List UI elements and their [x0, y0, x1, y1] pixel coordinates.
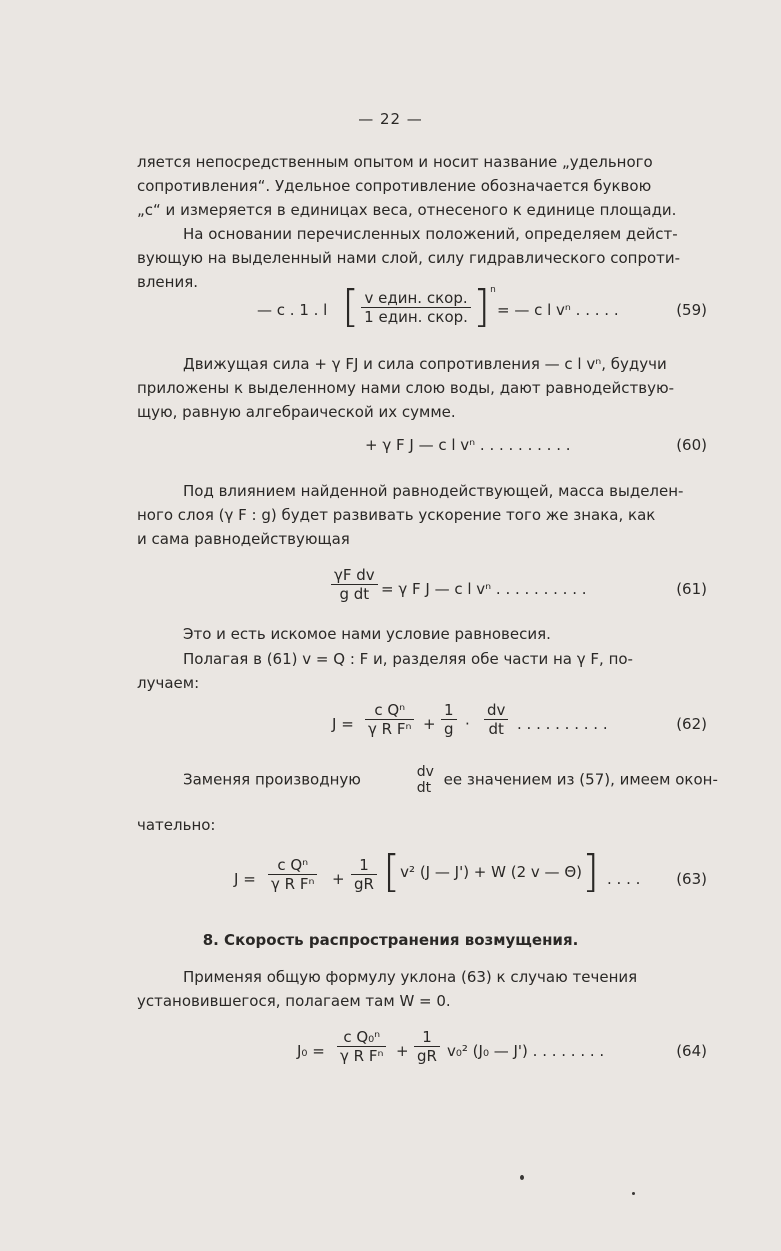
text-line: вующую на выделенный нами слой, силу гидравлического сопроти-: [137, 249, 681, 267]
eq63-denominator-2: gR: [354, 875, 374, 893]
eq59-rhs: = — c l vⁿ . . . . .: [497, 301, 619, 319]
text-line: и сама равнодействующая: [137, 530, 350, 548]
eq61-numerator: γF dv: [331, 566, 378, 585]
eq63-lhs: J =: [234, 870, 256, 888]
print-speck: [520, 1175, 524, 1180]
eq59-numerator: v един. скор.: [361, 289, 471, 308]
eq61-denominator: g dt: [339, 585, 370, 603]
eq62-plus: +: [423, 715, 436, 733]
equation-64: [137, 1020, 707, 1080]
right-bracket: ]: [472, 281, 491, 332]
para7-before: Заменяя производную: [183, 770, 361, 789]
left-bracket: [: [383, 846, 401, 897]
eq62-label: (62): [676, 715, 707, 733]
eq64-denominator-2: gR: [417, 1047, 437, 1065]
eq64-numerator-1: c Q₀ⁿ: [337, 1028, 386, 1047]
text-line: ляется непосредственным опытом и носит название „удельного: [137, 153, 653, 171]
equation-63: [137, 848, 707, 908]
para7-fraction: [368, 764, 437, 796]
eq63-dots: . . . .: [607, 870, 641, 888]
text-line: вления.: [137, 273, 199, 291]
paragraph-1: [137, 150, 707, 222]
paragraph-7: [137, 764, 718, 814]
eq60-label: (60): [676, 436, 707, 454]
text-line: Движущая сила + γ FJ и сила сопротивления — c l vⁿ, будучи: [183, 355, 667, 373]
eq64-plus: +: [396, 1042, 409, 1060]
eq59-power: n: [490, 284, 496, 295]
page-number: — 22 —: [358, 110, 423, 128]
eq63-bracket-content: v² (J — J') + W (2 v — Θ): [400, 863, 582, 881]
eq62-fraction-1: [365, 701, 414, 738]
eq63-bracket-group: [383, 846, 600, 897]
text-line: Под влиянием найденной равнодействующей, масса выделен-: [183, 482, 684, 500]
para7-denominator: dt: [416, 780, 432, 796]
eq62-denominator-2: g: [444, 720, 454, 738]
text-line: сопротивления“. Удельное сопротивление обозначается буквою: [137, 177, 652, 195]
eq61-fraction: [331, 566, 378, 603]
eq64-lhs: J₀ =: [297, 1042, 325, 1060]
eq62-denominator-3: dt: [488, 720, 504, 738]
eq63-fraction-2: [351, 856, 377, 893]
paragraph-3: [137, 352, 707, 424]
paragraph-6: [137, 647, 707, 695]
eq62-fraction-3: [484, 701, 508, 738]
eq63-label: (63): [676, 870, 707, 888]
eq61-label: (61): [676, 580, 707, 598]
paragraph-2: [137, 222, 707, 294]
text-line: ного слоя (γ F : g) будет развивать ускорение того же знака, как: [137, 506, 656, 524]
para7-after: ее значением из (57), имеем окон-: [443, 770, 718, 789]
text-line: Это и есть искомое нами условие равновесия.: [183, 625, 551, 643]
eq64-fraction-1: [337, 1028, 386, 1065]
paragraph-5: [137, 622, 707, 646]
eq62-denominator-1: γ R Fⁿ: [368, 720, 412, 738]
equation-61: [137, 562, 707, 622]
paragraph-7-end: [137, 813, 707, 837]
text-line: На основании перечисленных положений, определяем дейст-: [183, 225, 678, 243]
text-line: лучаем:: [137, 674, 200, 692]
paragraph-8: [137, 965, 707, 1013]
eq59-fraction: [361, 289, 471, 326]
section-heading: 8. Скорость распространения возмущения.: [202, 931, 579, 949]
text-line: „с“ и измеряется в единицах веса, отнесеного к единице площади.: [137, 201, 677, 219]
eq62-fraction-2: [441, 701, 457, 738]
eq64-label: (64): [676, 1042, 707, 1060]
paragraph-4: [137, 479, 707, 551]
eq59-denominator: 1 един. скор.: [364, 307, 468, 326]
eq59-lhs: — c . 1 . l: [257, 301, 328, 319]
eq60-expression: + γ F J — c l vⁿ . . . . . . . . . .: [365, 436, 571, 454]
para7-numerator: dv: [416, 764, 434, 780]
text-line: Полагая в (61) v = Q : F и, разделяя обе части на γ F, по-: [183, 650, 633, 668]
text-line: Применяя общую формулу уклона (63) к случаю течения: [183, 968, 638, 986]
eq64-rest: v₀² (J₀ — J') . . . . . . . .: [447, 1042, 605, 1060]
text-line: [137, 764, 718, 796]
eq59-label: (59): [676, 301, 707, 319]
text-line: приложены к выделенному нами слою воды, дают равнодействую-: [137, 379, 675, 397]
equation-60: [137, 420, 707, 460]
text-line: установившегося, полагаем там W = 0.: [137, 992, 451, 1010]
eq63-fraction-1: [268, 856, 317, 893]
eq63-denominator-1: γ R Fⁿ: [271, 875, 315, 893]
eq64-fraction-2: [414, 1028, 440, 1065]
eq62-numerator-1: c Qⁿ: [365, 701, 414, 720]
eq59-bracket-group: [342, 281, 496, 332]
eq62-numerator-2: 1: [441, 701, 457, 720]
eq62-dot: ·: [465, 715, 470, 733]
text-line: чательно:: [137, 816, 216, 834]
equation-62: [137, 695, 707, 755]
eq61-rhs: = γ F J — c l vⁿ . . . . . . . . . .: [381, 580, 587, 598]
eq64-numerator-2: 1: [414, 1028, 440, 1047]
eq62-lhs: J =: [332, 715, 354, 733]
print-speck: [632, 1192, 635, 1195]
eq63-numerator-2: 1: [351, 856, 377, 875]
eq64-denominator-1: γ R Fⁿ: [340, 1047, 384, 1065]
eq62-dots: . . . . . . . . . .: [517, 715, 608, 733]
right-bracket: ]: [581, 846, 600, 897]
eq63-plus: +: [332, 870, 345, 888]
eq63-numerator-1: c Qⁿ: [268, 856, 317, 875]
eq62-numerator-3: dv: [484, 701, 508, 720]
text-line: щую, равную алгебраической их сумме.: [137, 403, 456, 421]
left-bracket: [: [342, 281, 360, 332]
